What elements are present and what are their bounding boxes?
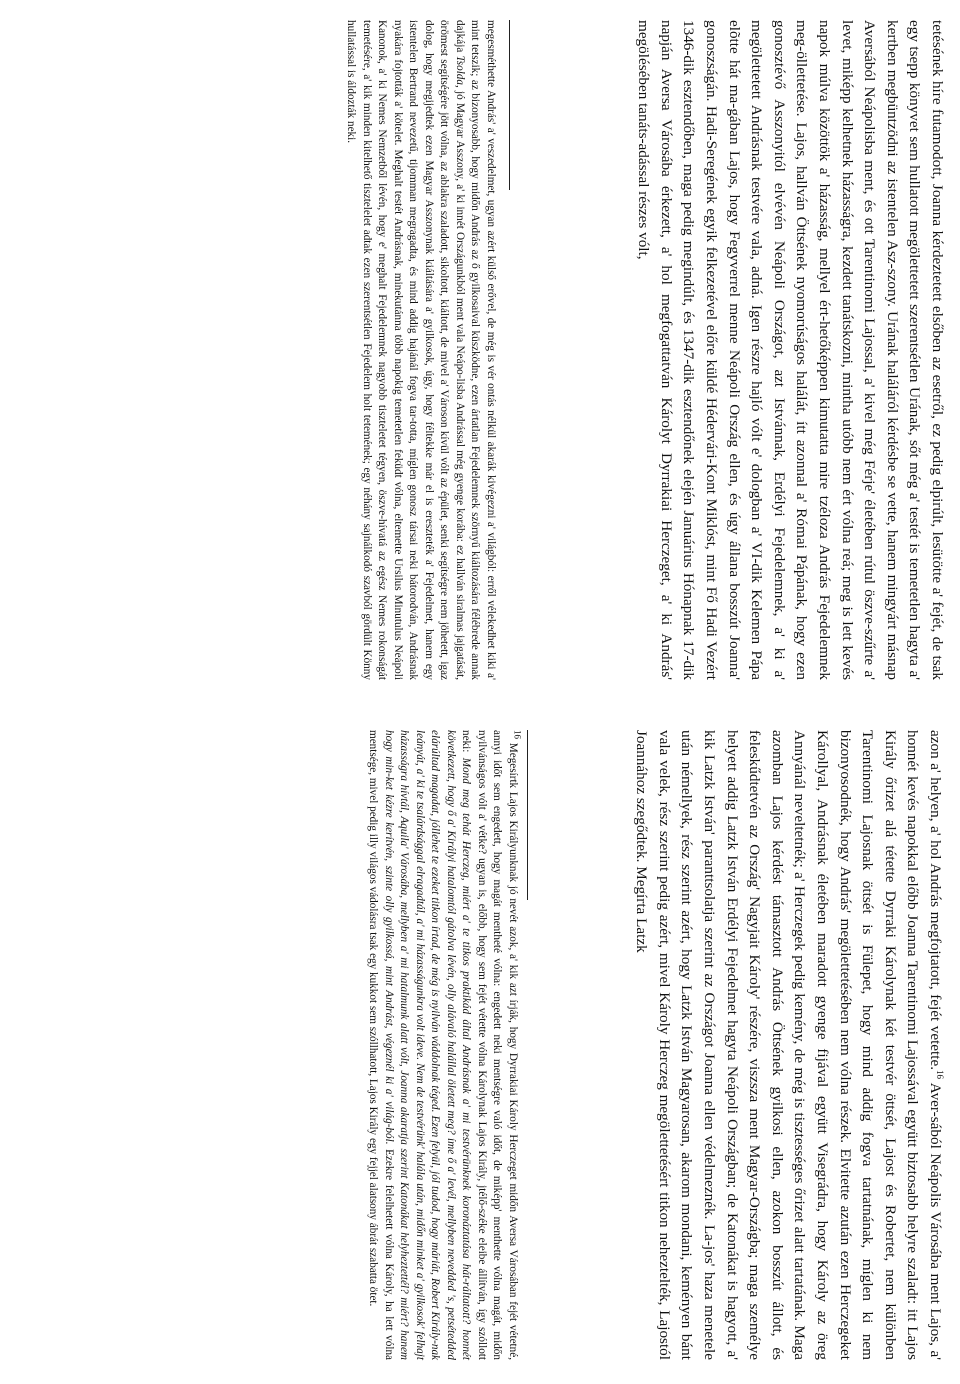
left-footnote-part-2: Tsolda [454, 55, 466, 85]
left-footnote-rule [509, 20, 510, 190]
left-page-body-text: tetésének híre futamodott, Joanna kérdeztetett elsőben az esetről, ez pedig elpirúlt, lesütötte a' fejét, de tsak egy tsepp könyvet sem hullatott megölettetett szerentsétlen Urának, sőt még a' testét is temetetlen hagyta a' kertben megbüntzödni az istentelen Asz-szony. Urának haláláról kérdésbe se vette, hanem mingyárt másnap Aversából Neápolisba ment, és ott Tarentinomi Lajossal, a' kivel még Férje' életében rútul öszve-szűrte a' levet, miképp kelhetnek házasságra, kezdett tanátskozni, mintha utóbb nem ért vólna reá; meg is lett kevés napok múlva közöttök a' házasság, mellyel ért-hetőképpen kimutatta mire tzéloza András Fejedelemnek meg-öllettetése. Lajos, hallván Öttsének nyomorúságos halálát, ítt azonnal a' Római Pápának, hogy ezen gonosztévő Asszonyitól elvévén Neápoli Országot, azt Istvánnak, Erdélyi Fejedelemnek, a' ki a' megölettetett Andrásnak testvére vala, adná. Igen részre hajló vólt e' dologban a' VI-dik Kelemen Pápa elõtte hát ma-gában Lajos, hogy Fegyverrel menne Neápoli Ország ellen, és úgy állana bosszút Joanna' gonoszságán. Hadi-Seregének egyik felkezetével előre küldé Hédervári-Kont Miklóst, mint Fő Hadi Vezért 1346-dik esztendőben, maga pedig megindúlt, és 1347-dik esztendőnek elején Januárius Hónapnak 17-dik napján Aversa Városába érkezett, a' hol megfogattatván Károlyt Dyrrakiai Herczeget, a' ki András' megölésében tanáts-adással részes vólt, [635, 20, 946, 680]
right-page [0, 730, 960, 1360]
left-footnote-part-1: megesméthette András' a' veszedelmet, ugyan azért külső erővel, de még is vér ontás nélkül akarák kivégezni a' világból: erről vélekedhet kiki a' mint tetszik; az bizonyosabb, hogy midőn András az ő gyilkosaival küszködne, ezen ártatlan Fejedelemnek szörnyű kiáltozására félébrede annak dajkája [454, 20, 497, 680]
footnote-number: 16 [512, 730, 523, 739]
right-body-before-mark: azon a' helyen, a' hol András megfojtatott, fejét vetette. [927, 730, 944, 1071]
right-page-body-text [630, 730, 946, 1360]
left-footnote-part-3: , jó Magyar Asszony, a' ki innét Országunkból ment vala Neápo-lisba Andrással még gyenge korába: ez hallván siralmas jajgatását, örömest segítségére jött vólna, az ablakra szaladott, sikoltott, kiáltott, de mivel a' Városon kívül vólt az épület, senki segítségre nem jöhetett, igaz dolog, hogy megijedtek ezen Magyar Asszonynak kiáltására a' gyilkosok, úgy, hogy féltekke már el is ereszteték a' Fejedelmet, hanem egy istentelen Bertrand nevezetű, tijomman megragadta, és mind addig hajánál fogva tar-totta, míglen gonosz társai neki bátorodván, Andrásnak nyakára fojtották a' kötelet. Meghalt testét Andrásnak, minekutánna több napokig temetetlen feküdt vólna, eltemette Ursilus Minutulus Neápoli Kanonok, a' ki Nemes Nemzetből lévén, hogy e' meghalt Fejedelemnek nagyobb tiszteletet tégyen, öszve-hívatá az egész Nemes rokonságát temetésére, a' kik minden kitelhető tisztelelet adtak ezen szerentsétlen Fejedelem holt tetemének; egy néhány sajnálkodó szavból gördült Könny hullatással is áldozták neki. [345, 20, 466, 681]
right-footnote-part-1: Megesírtk Lajos Királyunknak jó nevét azok, a' kik azt írják, hogy Dyrrakiai Károly Herczeget midőn Aversa Városában fejét vétetné, annyi időt sem engedett, hogy magát mentheté vólna: engedett neki mentségre való időt, de miképp' menthette vólna magát, midőn nyilvánságos vólt a' vétke? ugyan is, előbb, hogy sem fejét vétette vólna Károlynak Lajos Király, jtélő-széke eleibe állítván, így szóllott neki: [460, 730, 519, 1361]
right-page-footnote [365, 730, 523, 1361]
right-body-after-mark: Aver-sából Neápolis Városába ment Lajos, a' honnét kevés napokkal előbb Joanna Tarentinomi Lajossával együtt biztosabb helyre szaladt: itt Lajos Király őrizet alá tétette Dyrraki Károlynak két testvér öttsét, Lajost és Robertet, nem különben Tarentinomi Lajosnak öttsét is Fülepet, hogy mind addig fogva tartatnának, míglen ki nem bizonyosodnék, hogy András' megölettetésében nem vólna részek. Elvitette azután ezen Herczegeket Károllyal, Andrásnak életében maradott gyenge fijával együtt Visegrádra, hogy Károly az öreg Annyánál neveltetnék; a' Herczegek pedig kemény, de még is tisztességes őrizet alatt tartatának. Maga azomban Lajos kérdést támasztott András Öttsének gyilkosi ellen, azokon bosszút állott, és feleskűdtetvén az Ország' Nagyjait Károly' részére, viszsza ment Magyar-Országba; maga személye helyett addig Latzk István Erdélyi Fejedelmet hagyta Neápoli Országban; de Katonákat is hagyott, a' kik Latzk István' paranttsolatja szerint az Országot Joanna ellen védelmeznék. La-jos' haza menetele után némellyek, rész szerint azért, hogy Latzk István Magyarosan, akarom mondani, keményen bánt vala velek, rész szerint pedig azért, mivel Károly Herczeg megölettetésért titkon neheztelték, Lajostól Joannához szegődtek. Megírta Latzk [633, 730, 944, 1360]
right-footnote-part-2: Mond meg tehát Herczeg, miért a' te titkos praktikád által Andrásnak a' mi testvérünknek koronáztatása hát-ráltatott? honnét következett, hogy ő a' Királyi hatalomtól gátolva lévén, olly alávaló halállal öletett meg? íme ő a' levél, mellyben nevedded 's, petsétedded elárúltad magadat, jóllehet te ezeket titkon írtad, de még is nyilván váddolnak téged. Ezen felyül, jól tudod, hogy máriát, Robert Király-nak leányát, a' ki te tsalárdsággal elragadtál, a' mi házasságunkra volt ideve. Nem de testvérünk' halála után, midőn minket a' gyilkosok' felhajt házasságra hívtál, Aquila' Városába, mellyben a' mi hatalmunk alatt vólt, Joanna akaratja szerint Katonákat helyheztettél? miért? hanem hogy min-ket kézre kerítvén, szinte olly gyilkossá, mint Andrást, végeznél ki a' világ-ból. [383, 730, 473, 1360]
right-footnote-rule [527, 730, 528, 900]
left-page-footnote [343, 20, 498, 680]
right-footnote-part-3: Ezekre felelhetett vólna Károly, ha lett vólna mentsége, mivel pedig illy világos vádolásra tsak egy kukkot sem szóllhatott, Lajos Király egy fejjel alatsony ábrát szabatta ötet. [367, 730, 395, 1360]
footnote-reference-mark: 16 [935, 1070, 946, 1080]
left-page [0, 20, 960, 680]
